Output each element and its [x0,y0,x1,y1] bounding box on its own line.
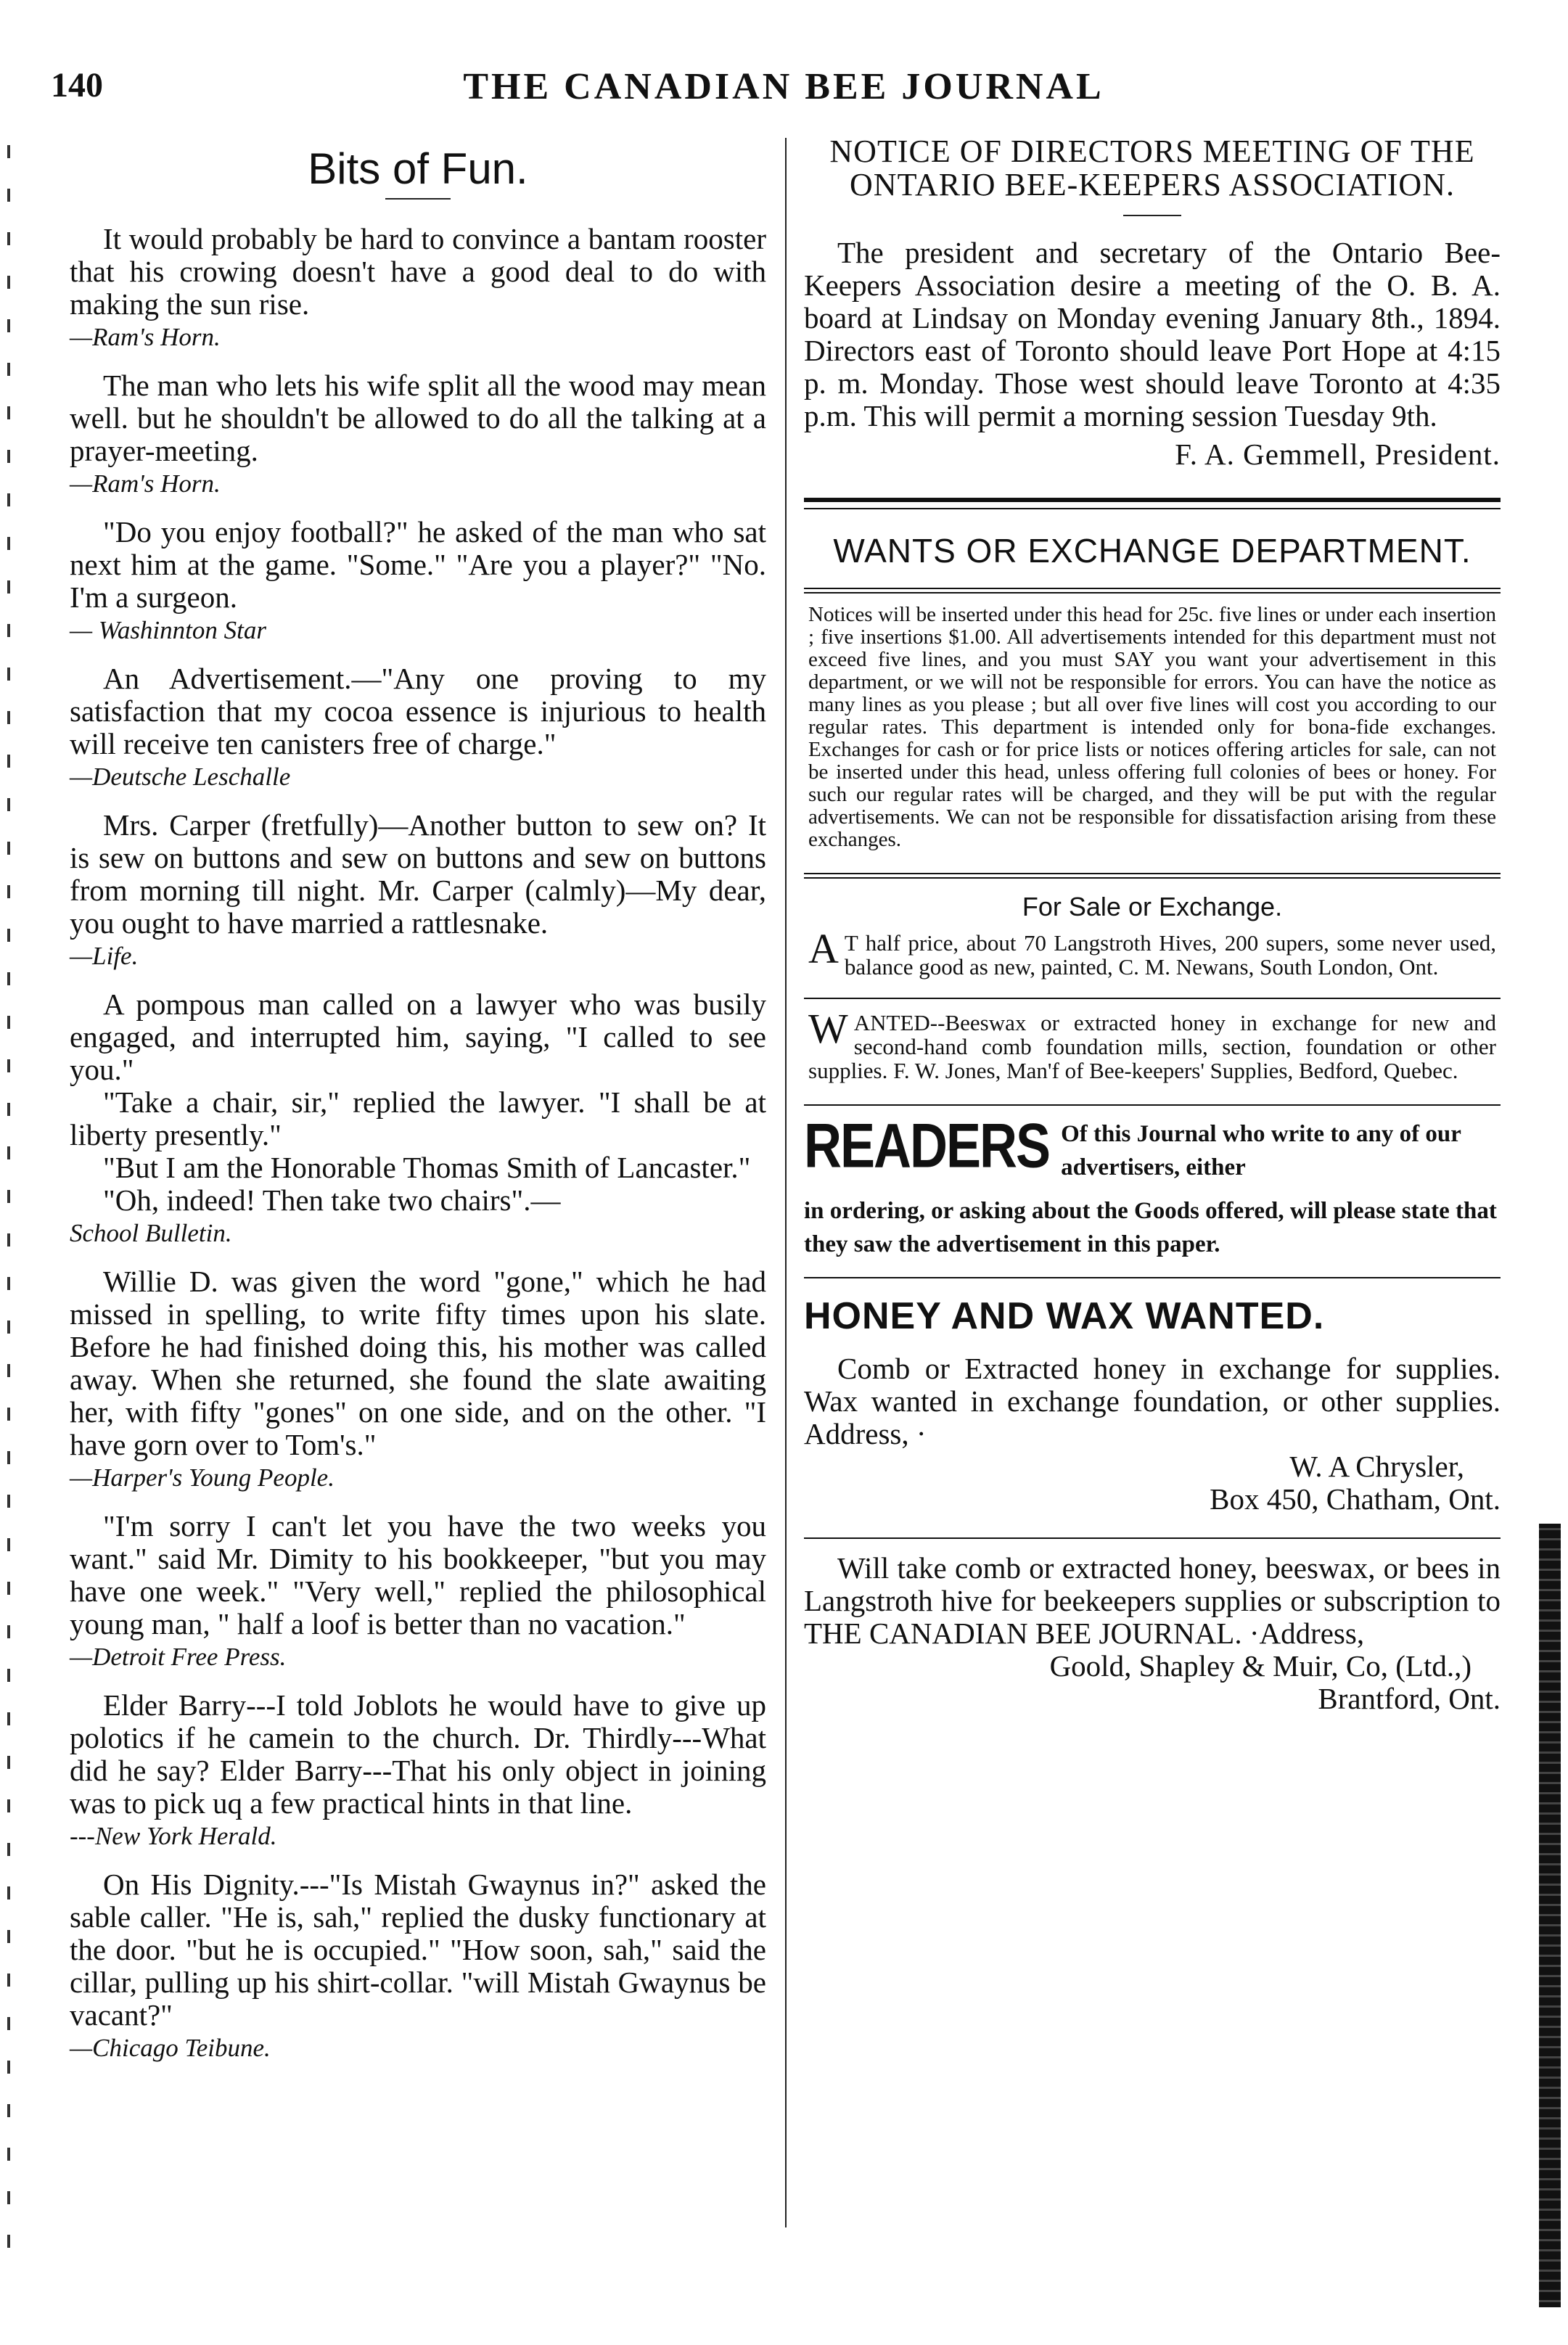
ad-divider [804,998,1501,999]
final-text: Will take comb or extracted honey, beeswax, or bees in Langstroth hive for beekeepers supplies or subscription to THE CANADIAN BEE JOURNAL. ·Address, [804,1551,1501,1650]
left-edge-marks [7,145,10,2249]
joke-source: —Chicago Teibune. [70,2034,271,2062]
notice-rule [1123,215,1181,216]
joke-source: School Bulletin. [70,1219,232,1247]
joke-paragraph: "Do you enjoy football?" he asked of the man who sat next him at the game. "Some." "Are you a player?" "No. I'm a surgeon. [70,515,766,614]
ad-langstroth-hives [804,925,1501,980]
joke-source: —Harper's Young People. [70,1463,334,1492]
wants-terms: Notices will be inserted under this head for 25c. five lines or under each insertion ; five insertions $1.00. All advertisements intended for this department must not exceed five lines, and you must SAY you want your advertisement in this department, or we will not be responsible for errors. You can have the notice as many lines as you please ; but all over five lines will cost you according to our regular rates. This department is intended only for bona-fide exchanges. Exchanges for cash or for price lists or notices offering articles for sale, can not be inserted under this head, unless offering full colonies of bees or honey. For such our regular rates will be charged, and they will be put with the regular advertisements. We can not be responsible for dissatisfaction arising from these exchanges. [808,603,1496,851]
joke-paragraph: Willie D. was given the word "gone," which he had missed in spelling, to write fifty times upon his slate. Before he had finished doing this, his mother was called away. When she returned, she found the slate awaiting her, with fifty "gones" on one side, and on the other. "I have gorn over to Tom's." [70,1265,766,1461]
right-edge-scan-artifact [1539,1524,1561,2307]
final-ad [804,1552,1501,1650]
joke-item [70,1265,766,1494]
wants-bottom-rule [804,873,1501,879]
joke-paragraph: "Oh, indeed! Then take two chairs".— [103,1183,561,1217]
final-top-rule [804,1537,1501,1539]
ad1-text: T half price, about 70 Langstroth Hives, 200 supers, some never used, balance good as new, painted, C. M. Newans, South London, Ont. [844,930,1496,980]
joke-paragraph: "I'm sorry I can't let you have the two weeks you want." said Mr. Dimity to his bookkeeper, "but you may have one week." "Very well," replied the philosophical young man, " half a loof is better than no vacation." [70,1509,766,1640]
ad1-dropcap: A [808,925,839,972]
jokes-list [70,223,766,2064]
joke-source: ---New York Herald. [70,1822,277,1850]
section-rule [804,498,1501,509]
joke-paragraph: On His Dignity.---"Is Mistah Gwaynus in?" asked the sable caller. "He is, sah," replied the dusky functionary at the door. "but he is occupied." "How soon, sah," said the cillar, pulling up his shirt-collar. "will Mistah Gwaynus be vacant?" [70,1868,766,2032]
joke-item [70,809,766,972]
notice-text: The president and secretary of the Ontario Bee-Keepers Association desire a meeting of the O. B. A. board at Lindsay on Monday evening January 8th., 1894. Directors east of Toronto should leave Port Hope at 4:15 p. m. Monday. Those west should leave Toronto at 4:35 p.m. This will permit a morning session Tuesday 9th. [804,236,1501,432]
wants-rule [804,588,1501,594]
joke-paragraph: An Advertisement.—"Any one proving to my satisfaction that my cocoa essence is injurious to health will receive ten canisters free of charge." [70,662,766,760]
ad2-dropcap: W [808,1005,848,1052]
notice-signature: F. A. Gemmell, President. [1175,438,1501,471]
joke-source: —Life. [70,942,139,970]
honey-text: Comb or Extracted honey in exchange for supplies. Wax wanted in exchange foundation, or other supplies. Address, · [804,1352,1501,1450]
joke-item [70,1868,766,2064]
joke-paragraph: The man who lets his wife split all the wood may mean well. but he shouldn't be allowed to do all the talking at a prayer-meeting. [70,369,766,467]
honey-body [804,1352,1501,1450]
readers-text: Of this Journal who write to any of our advertisers, either [1061,1121,1461,1180]
joke-source: —Ram's Horn. [70,469,221,498]
page-header [51,65,1516,116]
ad-beeswax-wanted [804,1005,1501,1083]
joke-paragraph: A pompous man called on a lawyer who was busily engaged, and interrupted him, saying, "I called to see you." [70,987,766,1086]
honey-wax-title: HONEY AND WAX WANTED. [804,1295,1325,1337]
joke-item [70,369,766,500]
notice-title: NOTICE OF DIRECTORS MEETING OF THE ONTARIO BEE-KEEPERS ASSOCIATION. [829,134,1475,202]
joke-source: — Washinnton Star [70,616,266,644]
joke-item [70,223,766,353]
final-city: Brantford, Ont. [1318,1682,1501,1715]
joke-source: —Detroit Free Press. [70,1643,287,1671]
joke-item [70,1510,766,1673]
joke-item [70,662,766,793]
title-rule [385,198,451,200]
right-column [804,131,1501,1715]
joke-item [70,1689,766,1852]
joke-paragraph: "But I am the Honorable Thomas Smith of Lancaster." [103,1151,751,1184]
left-column [70,131,766,2080]
joke-paragraph: Elder Barry---I told Joblots he would have to give up polotics if he camein to the church. Dr. Thirdly---What did he say? Elder Barry---That his only object in joining was to pick uq a few practical hints in that line. [70,1688,766,1820]
wants-department-title: WANTS OR EXCHANGE DEPARTMENT. [833,532,1471,570]
for-sale-heading: For Sale or Exchange. [1022,892,1283,921]
joke-source: —Deutsche Leschalle [70,763,291,791]
readers-tail: in ordering, or asking about the Goods offered, will please state that they saw the advertisement in this paper. [804,1198,1497,1257]
readers-word: READERS [804,1111,1050,1181]
joke-paragraph: It would probably be hard to convince a bantam rooster that his crowing doesn't have a good deal to do with making the sun rise. [70,222,766,321]
ad2-text: ANTED--Beeswax or extracted honey in exchange for new and second-hand comb foundation mills, section, foundation or other supplies. F. W. Jones, Man'f of Bee-keepers' Supplies, Bedford, Quebec. [808,1010,1496,1083]
page-number: 140 [51,66,103,104]
readers-top-rule [804,1104,1501,1106]
notice-body [804,237,1501,432]
joke-source: —Ram's Horn. [70,323,221,351]
column-divider [785,138,787,2227]
running-title: THE CANADIAN BEE JOURNAL [463,66,1104,107]
readers-notice [804,1111,1501,1184]
joke-item [70,516,766,646]
honey-top-rule [804,1277,1501,1278]
joke-paragraph: "Take a chair, sir," replied the lawyer. "I shall be at liberty presently." [70,1085,766,1151]
honey-name: W. A Chrysler, [1289,1450,1464,1483]
final-firm: Goold, Shapley & Muir, Co, (Ltd.,) [1049,1649,1471,1683]
honey-address: Box 450, Chatham, Ont. [1210,1482,1501,1516]
joke-item [70,988,766,1249]
section-title-bits-of-fun: Bits of Fun. [308,144,528,193]
joke-paragraph: Mrs. Carper (fretfully)—Another button to sew on? It is sew on buttons and sew on buttons and sew on buttons from morning till night. Mr. Carper (calmly)—My dear, you ought to have married a rattlesnake. [70,808,766,940]
